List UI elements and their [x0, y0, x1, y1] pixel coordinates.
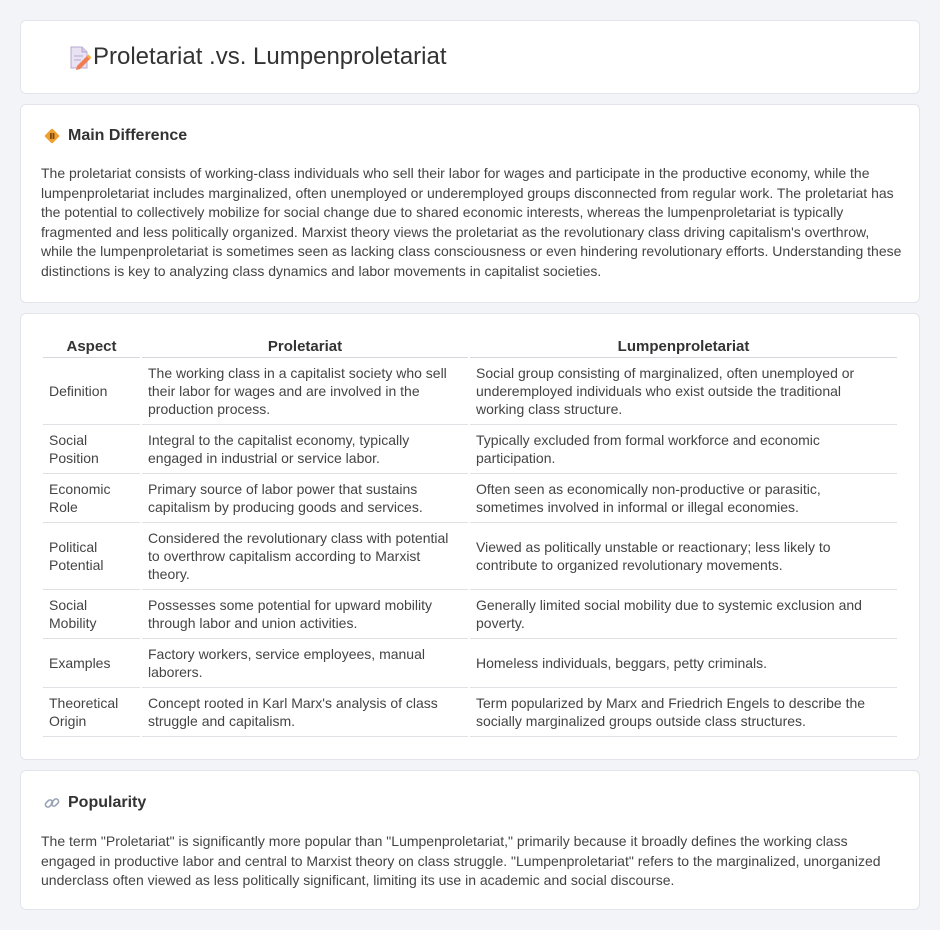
lumpenproletariat-cell: Typically excluded from formal workforce and economic participation.	[470, 425, 897, 474]
table-row	[43, 474, 897, 523]
table-row	[43, 639, 897, 688]
proletariat-cell: Possesses some potential for upward mobility through labor and union activities.	[142, 590, 468, 639]
aspect-cell: Definition	[43, 358, 140, 425]
lumpenproletariat-cell: Generally limited social mobility due to systemic exclusion and poverty.	[470, 590, 897, 639]
aspect-cell: Social Mobility	[43, 590, 140, 639]
comparison-table-section	[20, 313, 920, 760]
lumpenproletariat-cell: Social group consisting of marginalized, often unemployed or underemployed individuals who exist outside the traditional working class structure.	[470, 358, 897, 425]
proletariat-cell: The working class in a capitalist society who sell their labor for wages and are involved in the production process.	[142, 358, 468, 425]
table-row	[43, 590, 897, 639]
aspect-cell: Political Potential	[43, 523, 140, 590]
popularity-heading: Popularity	[68, 794, 147, 811]
main-difference-section	[20, 104, 920, 303]
proletariat-cell: Factory workers, service employees, manual laborers.	[142, 639, 468, 688]
header-aspect: Aspect	[43, 336, 140, 358]
title-card	[20, 20, 920, 94]
aspect-cell: Theoretical Origin	[43, 688, 140, 737]
main-difference-heading: Main Difference	[68, 127, 188, 144]
proletariat-cell: Considered the revolutionary class with potential to overthrow capitalism according to Marxist theory.	[142, 523, 468, 590]
lumpenproletariat-cell: Viewed as politically unstable or reactionary; less likely to contribute to organized revolutionary movements.	[470, 523, 897, 590]
aspect-cell: Economic Role	[43, 474, 140, 523]
header-lumpenproletariat: Lumpenproletariat	[470, 336, 897, 358]
table-row	[43, 425, 897, 474]
popularity-text: The term "Proletariat" is significantly more popular than "Lumpenproletariat," primarily because it broadly defines the working class engaged in productive labor and central to Marxist theory on class struggle. "Lumpenproletariat" refers to the marginalized, unorganized underclass often viewed as less politically significant, limiting its use in academic and social discourse.	[41, 833, 881, 888]
table-row	[43, 688, 897, 737]
proletariat-cell: Concept rooted in Karl Marx's analysis of class struggle and capitalism.	[142, 688, 468, 737]
lumpenproletariat-cell: Often seen as economically non-productive or parasitic, sometimes involved in informal or illegal economies.	[470, 474, 897, 523]
comparison-table	[41, 336, 899, 737]
diamond-icon	[43, 127, 61, 145]
popularity-section	[20, 770, 920, 910]
page-title: Proletariat .vs. Lumpenproletariat	[93, 43, 447, 70]
lumpenproletariat-cell: Homeless individuals, beggars, petty criminals.	[470, 639, 897, 688]
header-proletariat: Proletariat	[142, 336, 468, 358]
proletariat-cell: Primary source of labor power that sustains capitalism by producing goods and services.	[142, 474, 468, 523]
aspect-cell: Examples	[43, 639, 140, 688]
main-difference-header	[43, 127, 187, 145]
aspect-cell: Social Position	[43, 425, 140, 474]
table-header-row	[43, 336, 897, 358]
table-row	[43, 523, 897, 590]
proletariat-cell: Integral to the capitalist economy, typically engaged in industrial or service labor.	[142, 425, 468, 474]
main-difference-text: The proletariat consists of working-class individuals who sell their labor for wages and participate in the productive economy, while the lumpenproletariat includes marginalized, often unemployed or underemployed groups disconnected from regular work. The proletariat has the potential to collectively mobilize for social change due to shared economic interests, whereas the lumpenproletariat is typically fragmented and less politically organized. Marxist theory views the proletariat as the revolutionary class driving capitalism's overthrow, while the lumpenproletariat is sometimes seen as lacking class consciousness or even hindering revolutionary efforts. Understanding these distinctions is key to analyzing class dynamics and labor movements in capitalist societies.	[41, 165, 902, 279]
lumpenproletariat-cell: Term popularized by Marx and Friedrich Engels to describe the socially marginalized groups outside class structures.	[470, 688, 897, 737]
link-icon	[43, 794, 61, 812]
table-row	[43, 358, 897, 425]
popularity-header	[43, 794, 146, 812]
document-pen-icon	[67, 45, 93, 71]
